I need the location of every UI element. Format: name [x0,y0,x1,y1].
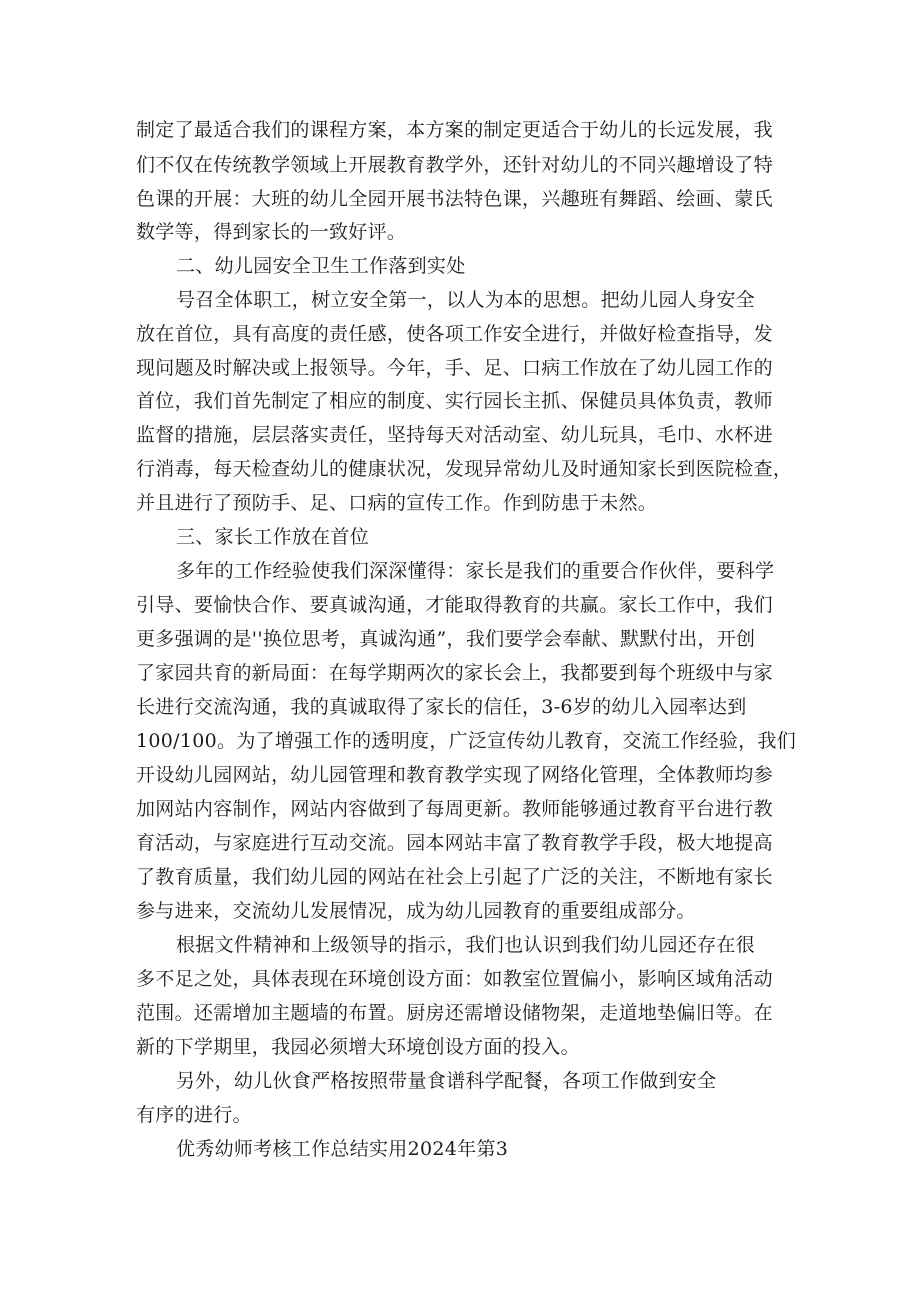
section-heading: 三、家长工作放在首位 [176,526,370,548]
text-line: 另外，幼儿伙食严格按照带量食谱科学配餐，各项工作做到安全 [176,1070,717,1092]
document-title-footer: 优秀幼师考核工作总结实用2024年第3 [176,1138,509,1160]
text-line: 色课的开展：大班的幼儿全园开展书法特色课，兴趣班有舞蹈、绘画、蒙氏 [136,188,773,210]
text-line: 放在首位，具有高度的责任感，使各项工作安全进行，并做好检查指导，发 [136,323,773,345]
text-line: 长进行交流沟通，我的真诚取得了家长的信任，3-6岁的幼儿入园率达到 [136,696,747,718]
text-line: 监督的措施，层层落实责任，坚持每天对活动室、幼儿玩具，毛巾、水杯进 [136,424,773,446]
text-line: 数学等，得到家长的一致好评。 [136,221,407,243]
text-line: 制定了最适合我们的课程方案，本方案的制定更适合于幼儿的长远发展，我 [136,119,773,141]
text-line: 参与进来，交流幼儿发展情况，成为幼儿园教育的重要组成部分。 [136,900,696,922]
text-line: 首位，我们首先制定了相应的制度、实行园长主抓、保健员具体负责，教师 [136,390,773,412]
text-line: 行消毒，每天检查幼儿的健康状况，发现异常幼儿及时通知家长到医院检查， [136,458,793,480]
text-line: 新的下学期里，我园必须增大环境创设方面的投入。 [136,1036,580,1058]
text-line: 范围。还需增加主题墙的布置。厨房还需增设储物架，走道地垫偏旧等。在 [136,1002,773,1024]
text-line: 多年的工作经验使我们深深懂得：家长是我们的重要合作伙伴，要科学 [176,560,775,582]
text-line: 们不仅在传统教学领域上开展教育教学外，还针对幼儿的不同兴趣增设了特 [136,154,773,176]
text-line: 加网站内容制作，网站内容做到了每周更新。教师能够通过教育平台进行教 [136,798,773,820]
text-line: 根据文件精神和上级领导的指示，我们也认识到我们幼儿园还存在很 [176,934,756,956]
text-line: 育活动，与家庭进行互动交流。园本网站丰富了教育教学手段，极大地提高 [136,832,773,854]
text-line: 多不足之处，具体表现在环境创设方面：如教室位置偏小，影响区域角活动 [136,968,773,990]
text-line: 100/100。为了增强工作的透明度，广泛宣传幼儿教育，交流工作经验，我们 [136,730,797,752]
text-line: 了家园共育的新局面：在每学期两次的家长会上，我都要到每个班级中与家 [136,662,773,684]
text-line: 并且进行了预防手、足、口病的宣传工作。作到防患于未然。 [136,492,658,514]
section-heading: 二、幼儿园安全卫生工作落到实处 [176,255,466,277]
text-line: 号召全体职工，树立安全第一，以人为本的思想。把幼儿园人身安全 [176,289,756,311]
text-line: 现问题及时解决或上报领导。今年，手、足、口病工作放在了幼儿园工作的 [136,357,773,379]
text-line: 了教育质量，我们幼儿园的网站在社会上引起了广泛的关注，不断地有家长 [136,866,773,888]
text-line: 引导、要愉快合作、要真诚沟通，才能取得教育的共赢。家长工作中，我们 [136,594,773,616]
text-line: 有序的进行。 [136,1104,252,1126]
text-line: 更多强调的是''换位思考，真诚沟通”，我们要学会奉献、默默付出，开创 [136,628,756,650]
text-line: 开设幼儿园网站，幼儿园管理和教育教学实现了网络化管理，全体教师均参 [136,764,773,786]
